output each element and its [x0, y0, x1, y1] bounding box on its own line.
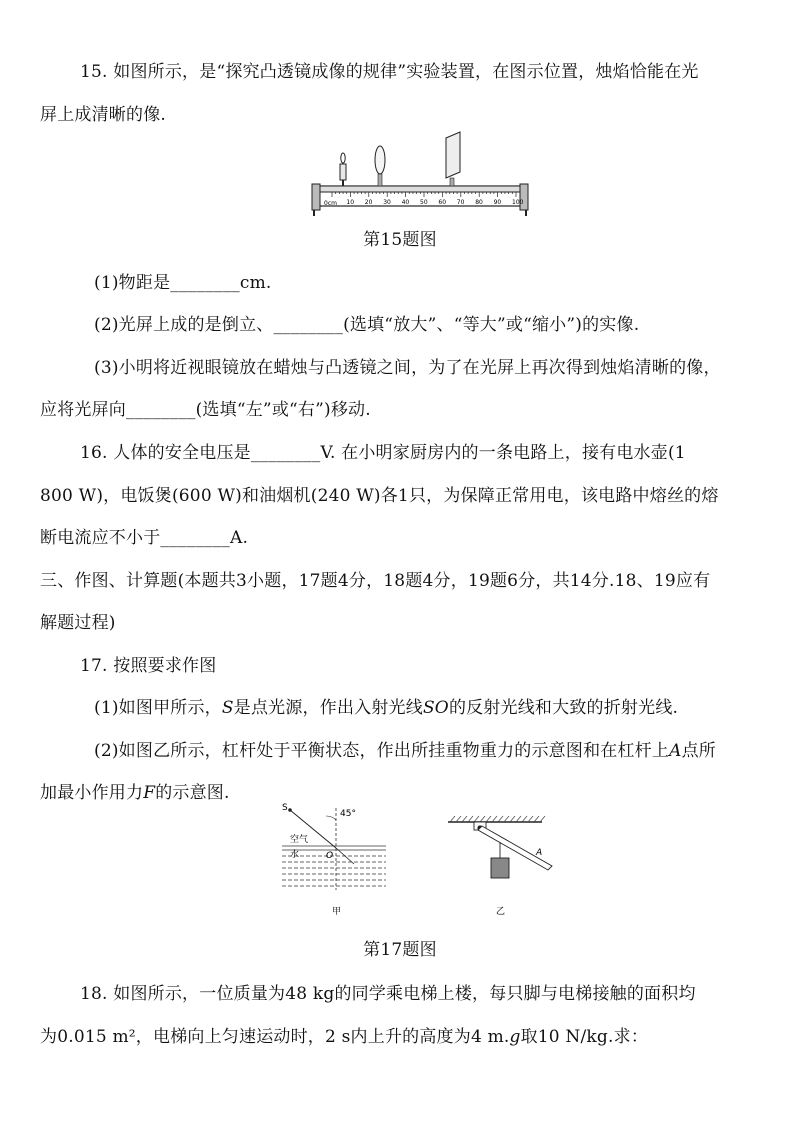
q18-line1: 18. 如图所示，一位质量为48 kg的同学乘电梯上楼，每只脚与电梯接触的面积均: [80, 984, 696, 1004]
q17-figure-caption: 第17题图: [363, 940, 437, 960]
lever-figure: [444, 808, 564, 918]
q17-sub1: (1)如图甲所示，S是点光源，作出入射光线SO的反射光线和大致的折射光线.: [94, 698, 679, 718]
ruler-unit: 0cm: [324, 200, 337, 207]
q15-line2: 屏上成清晰的像.: [40, 105, 167, 125]
q16-line1: 16. 人体的安全电压是________V. 在小明家厨房内的一条电路上，接有电水壶(1: [80, 443, 686, 463]
q17-sub2-line1: (2)如图乙所示，杠杆处于平衡状态，作出所挂重物重力的示意图和在杠杆上A点所: [94, 741, 716, 761]
ruler-tick-label: 50: [420, 199, 428, 206]
q15-line1: 15. 如图所示，是“探究凸透镜成像的规律”实验装置，在图示位置，烛焰恰能在光: [80, 62, 699, 82]
figure-a-caption: 甲: [332, 907, 342, 917]
q15-sub3-line2: 应将光屏向________(选填“左”或“右”)移动.: [40, 400, 371, 420]
optical-bench-figure: [310, 128, 530, 218]
light-screen: [446, 132, 460, 186]
point-source-label: S: [282, 803, 288, 813]
q15-sub1: (1)物距是________cm.: [94, 273, 272, 293]
convex-lens: [375, 146, 385, 186]
refraction-figure: [280, 800, 390, 918]
ruler-tick-label: 20: [364, 199, 373, 206]
q17-title: 17. 按照要求作图: [80, 656, 217, 676]
ruler-tick-label: 10: [346, 199, 355, 206]
q15-sub2: (2)光屏上成的是倒立、________(选填“放大”、“等大”或“缩小”)的实像.: [94, 315, 640, 335]
q17-sub2-line2: 加最小作用力F的示意图.: [40, 783, 230, 803]
ruler-tick-label: 40: [401, 199, 410, 206]
ruler-tick-label: 70: [456, 199, 465, 206]
point-a-label: A: [536, 848, 543, 858]
q15-sub3-line1: (3)小明将近视眼镜放在蜡烛与凸透镜之间，为了在光屏上再次得到烛焰清晰的像，: [94, 358, 721, 378]
q16-line3: 断电流应不小于________A.: [40, 528, 249, 548]
section3-heading-line2: 解题过程): [40, 613, 116, 633]
ruler-tick-label: 30: [383, 199, 391, 206]
section3-heading-line1: 三、作图、计算题(本题共3小题，17题4分，18题4分，19题6分，共14分.18、19应有: [40, 571, 711, 591]
point-o-label: O: [326, 851, 334, 861]
ruler-tick-label: 90: [493, 199, 502, 206]
ruler-tick-label: 100: [512, 199, 524, 206]
air-label: 空气: [290, 835, 309, 845]
water-label: 水: [290, 850, 300, 860]
q16-line2: 800 W)，电饭煲(600 W)和油烟机(240 W)各1只，为保障正常用电，该电路中熔丝的熔: [40, 486, 719, 506]
ruler-tick-label: 60: [438, 199, 447, 206]
candle: [340, 153, 346, 186]
ruler-tick-label: 80: [475, 199, 483, 206]
figure-b-caption: 乙: [496, 907, 506, 917]
q18-line2: 为0.015 m²，电梯向上匀速运动时，2 s内上升的高度为4 m.g取10 N/kg.求：: [40, 1027, 649, 1047]
q15-figure-caption: 第15题图: [363, 230, 437, 250]
angle-label: 45°: [340, 809, 356, 819]
